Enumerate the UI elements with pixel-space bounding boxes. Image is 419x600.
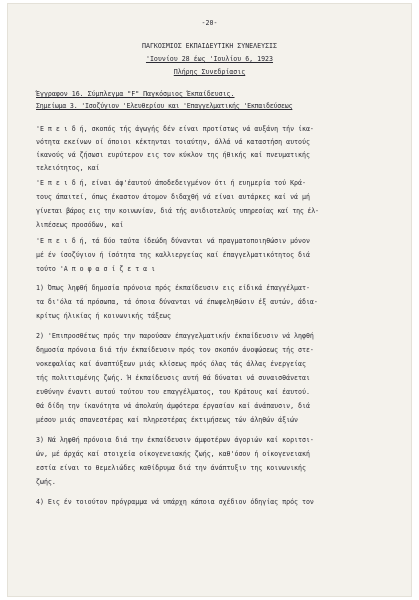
document-reference: Έγγραφον 16. Σύμπλεγμα "F" Παγκόσμιος Έκπαίδευσις. (36, 90, 235, 98)
body-line: 'Ε π ε ι δ ή, σκοπός τής άγωγής δέν είναι προτίστως νά αυξάνη τήν ίκα- (36, 125, 314, 133)
body-line: δημοσία πρόνοια διά τήν έκπαίδευσιν πρός τον σκοπόν άνοψώσεως τής στε- (36, 346, 314, 354)
body-line: Θά δίδη την ίκανότητα νά άπολαύη άμφότερα έργασίαν καί άνάπαυσιν, διά (36, 402, 310, 410)
document-page (8, 4, 411, 596)
body-line: 3) Νά ληφθή πρόνοια διά την έκπαίδευσιν άμφοτέρων άγοριών καί κοριτσι- (36, 436, 314, 444)
body-line: τούτο 'Α π ο φ α σ ί ζ ε τ α ι (36, 265, 156, 273)
header-dates: 'Ιουνίου 28 έως 'Ιουλίου 6, 1923 (145, 55, 274, 63)
body-line: νότητα εκείνων οί όποιοι κέκτηνται τοιαύτην, άλλά νά καταστήση αυτούς (36, 138, 310, 146)
body-line: τελειότητος, καί (36, 164, 100, 172)
body-line: κρίτως ήλικίας ή κοινωνικής τάξεως (36, 312, 171, 320)
body-line: 'Ε π ε ι δ ή, είναι άφ'έαυτού άποδεδειγμένον ότι ή ευημερία τού Κρά- (36, 179, 306, 187)
body-line: γίνεται βάρος εις την κοινωνίαν, διά τής ανιδιοτελούς υπηρεσίας καί της έλ- (36, 207, 319, 215)
document-subject: Σημείωμα 3. 'Ισοζύγιον 'Ελευθερίου και 'Επαγγελματικής 'Εκπαιδεύσεως (36, 102, 293, 110)
body-line: τής πολιτισμένης ζωής. Ή έκπαίδευσις αυτή θά δύναται νά συναισθάνεται (36, 374, 310, 382)
body-line: μέσου μιάς σπανεστέρας καί πληρεστέρας έκτιμήσεως τών άληθών άξιών (36, 416, 299, 424)
body-line: 2) 'Επιπροσθέτως πρός την παρούσαν έπαγγελματικήν έκπαίδευσιν νά ληφθή (36, 332, 314, 340)
header-session: Πλήρης Συνεδρίασις (173, 68, 246, 76)
body-line: ών, μέ άρχάς καί στοιχεία οίκογενειακής ζωής, καθ'όσον ή οίκογενειακή (36, 450, 310, 458)
page-number: -20- (201, 19, 218, 27)
body-line: 1) Όπως ληφθή δημοσία πρόνοια πρός έκπαίδευσιν εις είδικά έπαγγέλματ- (36, 284, 310, 292)
body-line: νοκεφαλίας καί άναπτύξεων μιάς κλίσεως πρός όλας τάς άλλας ένεργείας (36, 360, 306, 368)
body-line: τα δι'όλα τά πρόσωπα, τά όποια δύνανται νά έπωφεληθώσιν έξ αυτών, άδια- (36, 298, 318, 306)
body-line: 4) Εις έν τοιούτον πρόγραμμα νά υπάρχη κάποια σχέδιον όδηγίας πρός τον (36, 498, 314, 506)
body-line: ζωής. (36, 478, 56, 486)
body-line: ίκανούς νά ζήσωσι ευρύτερον εις τον κύκλον της ήθικής καί πνευματικής (36, 151, 310, 159)
body-line: ευθύνην έναντι αυτού τούτου του επαγγέλματος, του Κράτους καί έαυτού. (36, 388, 310, 396)
body-line: 'Ε π ε ι δ ή, τά δύο ταύτα ίδεώδη δύνανται νά πραγματοποιηθώσιν μόνον (36, 237, 310, 245)
body-line: εστία είναι το θεμελιώδες καθίδρυμα διά την άνάπτυξιν της κοινωνικής (36, 464, 306, 472)
body-line: μέ έν ίσοζύγιον ή ίσότητα της καλλιεργείας καί έπαγγελματικότητος διά (36, 251, 310, 259)
body-line: λιπέσεως προσόδων, καί (36, 221, 124, 229)
body-line: τους άπαιτεί, όπως έκαστον άτομον διδαχθή νά είναι αυτάρκες καί νά μή (36, 193, 310, 201)
header-organization: ΠΑΓΚΟΣΜΙΟΣ ΕΚΠΑΙΔΕΥΤΙΚΗ ΣΥΝΕΛΕΥΣΙΣ (142, 42, 277, 50)
